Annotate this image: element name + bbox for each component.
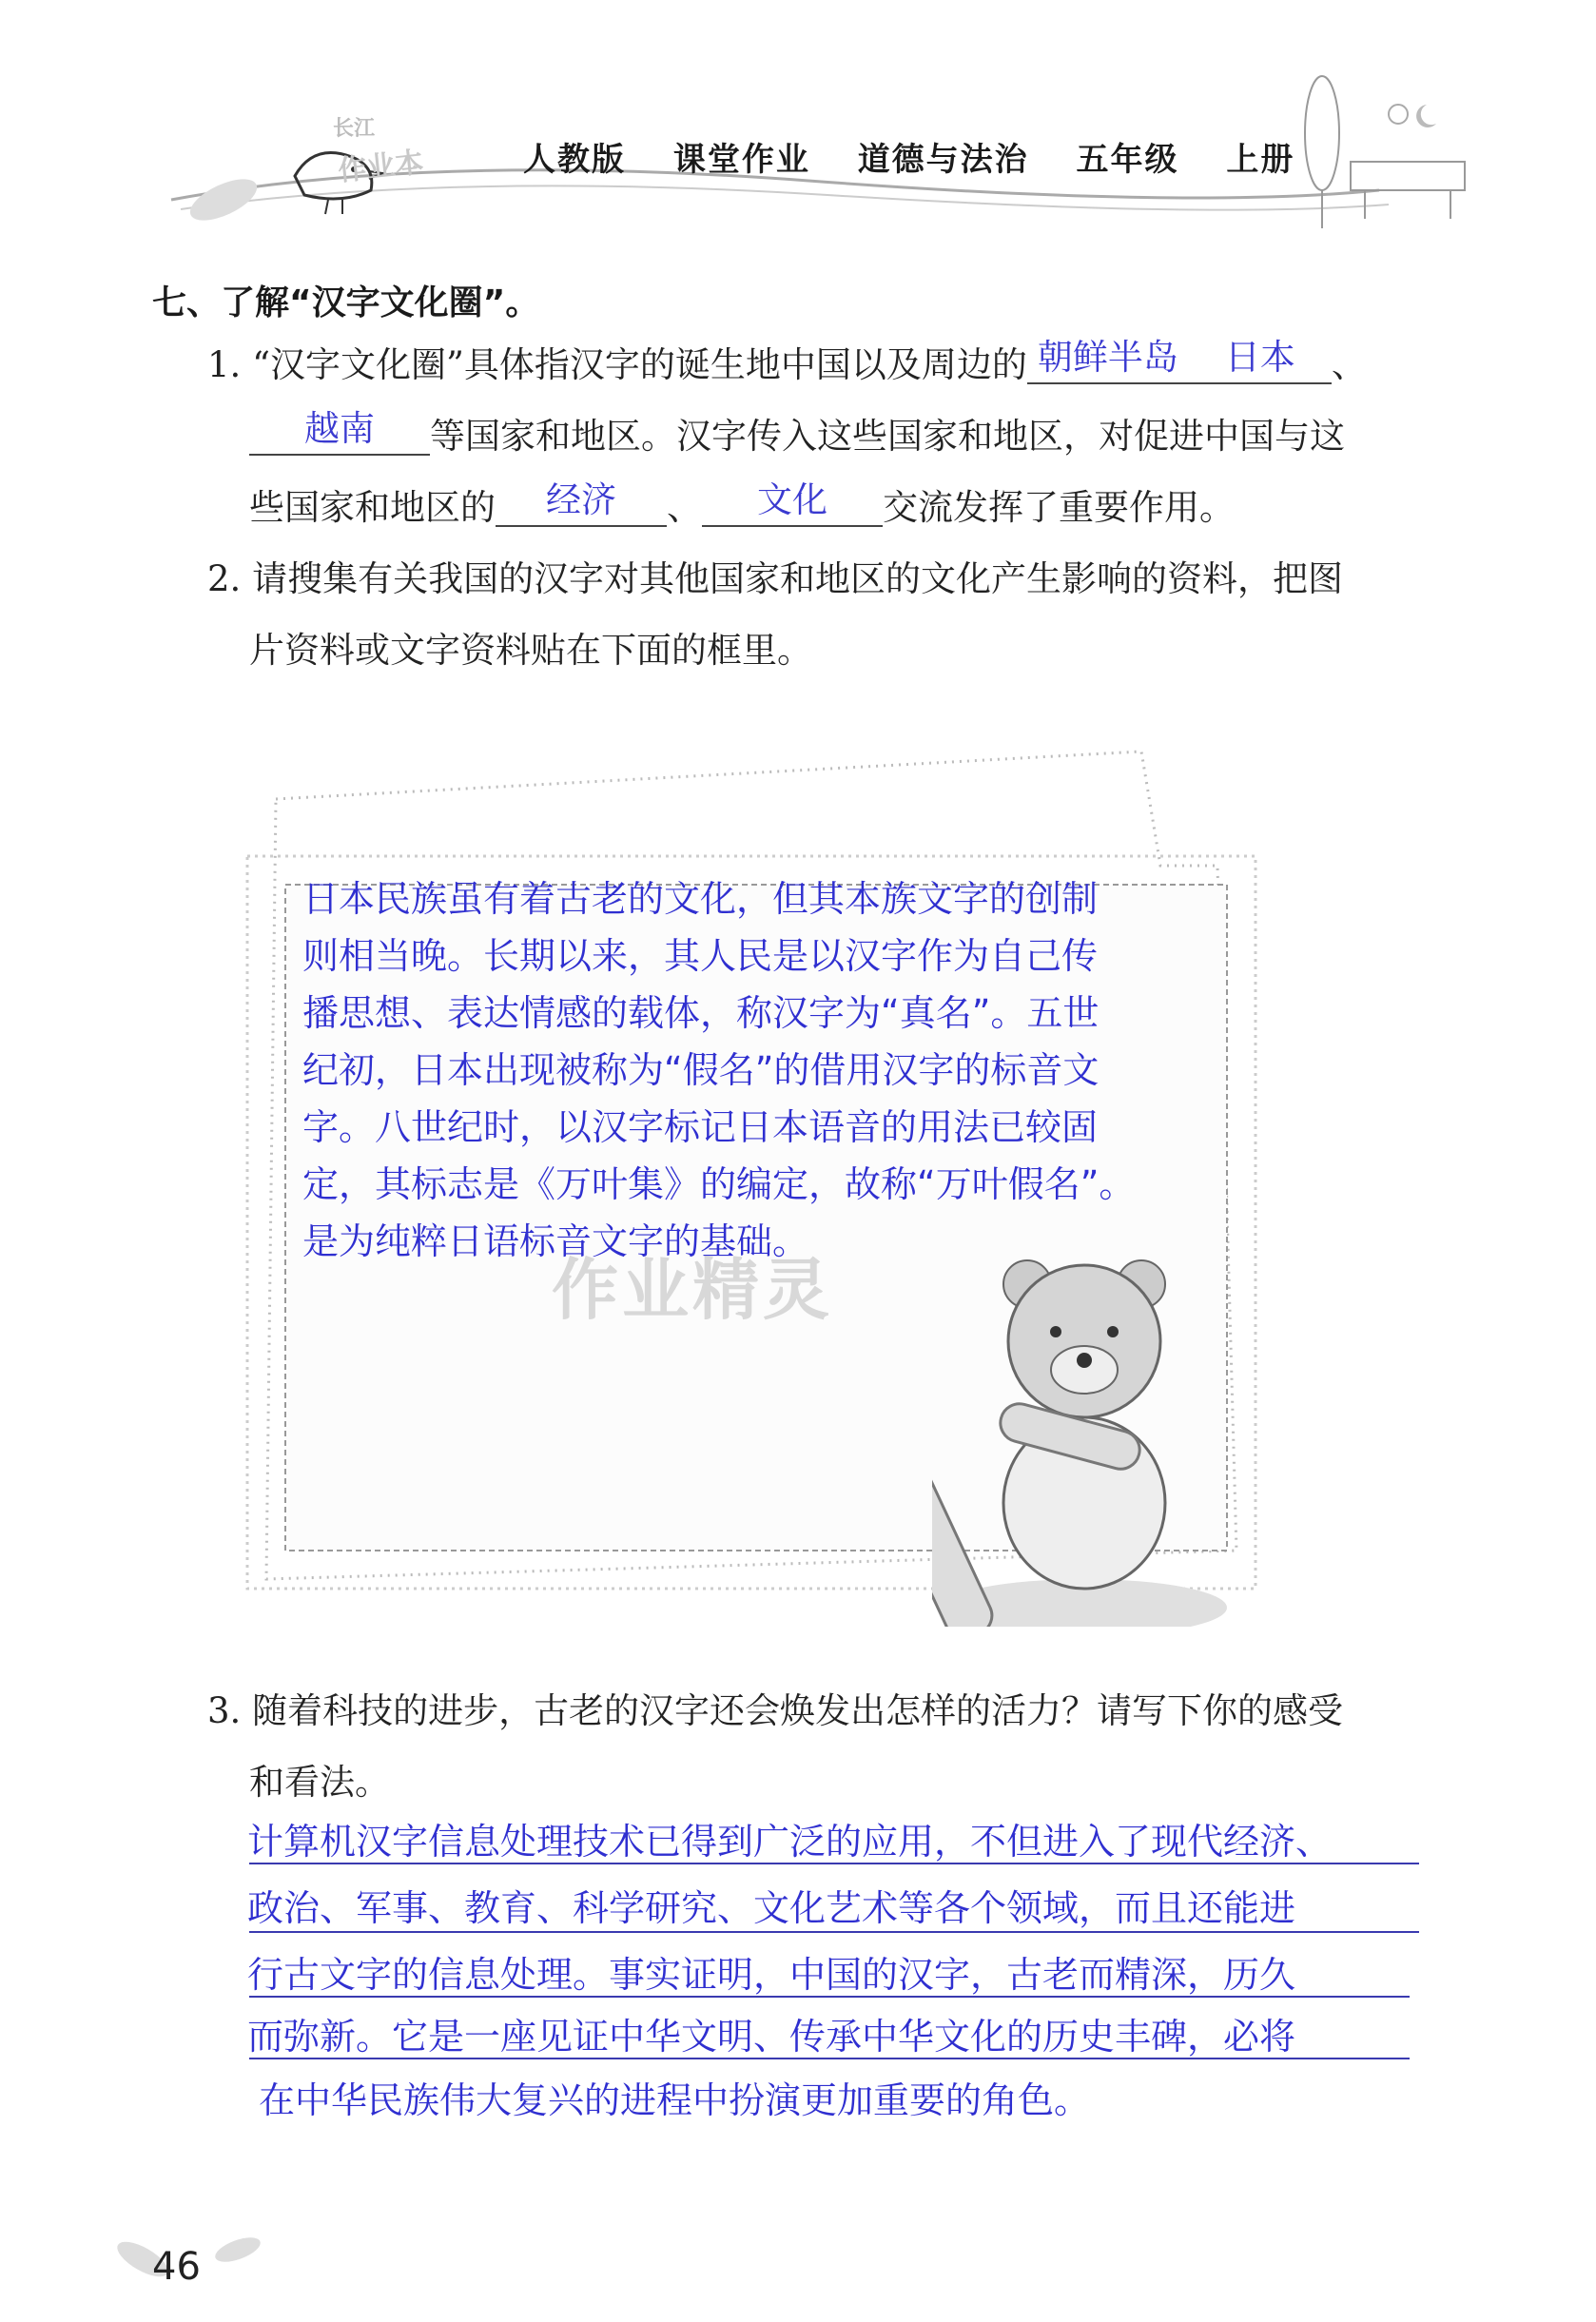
answer-blank (702, 479, 883, 527)
q1-text: 1. “汉字文化圈”具体指汉字的诞生地中国以及周边的 (207, 344, 1027, 385)
q2-line1: 2. 请搜集有关我国的汉字对其他国家和地区的文化产生影响的资料，把图 (207, 558, 1344, 599)
page-header (143, 67, 1474, 247)
answer-text: 日本 (1224, 337, 1295, 378)
watermark: 作业精灵 (552, 1251, 833, 1329)
frame-line: 则相当晚。长期以来，其人民是以汉字作为自己传 (302, 935, 1099, 977)
bear-icon (932, 1227, 1255, 1627)
q1-line2 (249, 408, 1345, 457)
frame-line: 纪初，日本出现被称为“假名”的借用汉字的标音文 (302, 1049, 1100, 1091)
q1-text: 些国家和地区的 (249, 487, 496, 528)
frame-line: 定，其标志是《万叶集》的编定，故称“万叶假名”。 (302, 1163, 1136, 1205)
frame-line: 播思想、表达情感的载体，称汉字为“真名”。五世 (302, 992, 1100, 1034)
answer-blank (249, 408, 430, 456)
answer-rule (249, 1863, 1419, 1864)
book-info (523, 133, 1329, 180)
separator: 、 (667, 487, 702, 528)
answer-line: 行古文字的信息处理。事实证明，中国的汉字，古老而精深，历久 (247, 1954, 1296, 1996)
answer-line: 而弥新。它是一座见证中华文明、传承中华文化的历史丰碑，必将 (247, 2016, 1296, 2058)
q2-line2: 片资料或文字资料贴在下面的框里。 (249, 630, 812, 671)
book-type: 课堂作业 (672, 141, 810, 179)
brand-small: 长江 (333, 117, 376, 141)
frame-line: 字。八世纪时，以汉字标记日本语音的用法已较固 (302, 1106, 1099, 1148)
answer-blank (1027, 337, 1189, 384)
answer-text: 经济 (546, 479, 616, 520)
answer-blank (1189, 337, 1332, 384)
frame-line: 是为纯粹日语标音文字的基础。 (302, 1220, 809, 1262)
answer-text: 朝鲜半岛 (1037, 337, 1178, 378)
brand-logo: 作业本 (336, 146, 425, 188)
answer-line: 在中华民族伟大复兴的进程中扮演更加重要的角色。 (259, 2079, 1091, 2121)
q1-line3 (249, 479, 1235, 528)
q1-line1 (207, 337, 1367, 385)
q3-line2: 和看法。 (249, 1762, 390, 1803)
answer-line: 计算机汉字信息处理技术已得到广泛的应用，不但进入了现代经济、 (247, 1821, 1333, 1863)
answer-text: 文化 (757, 479, 827, 520)
volume: 上册 (1226, 141, 1295, 179)
answer-text: 越南 (304, 408, 375, 449)
page-number: 46 (152, 2245, 201, 2289)
answer-line: 政治、军事、教育、科学研究、文化艺术等各个领域，而且还能进 (247, 1887, 1296, 1929)
frame-answer-text (302, 870, 1235, 1270)
edition: 人教版 (523, 141, 626, 179)
separator: 、 (1331, 344, 1367, 385)
q3-line1: 3. 随着科技的进步，古老的汉字还会焕发出怎样的活力？请写下你的感受 (207, 1690, 1344, 1731)
frame-line: 日本民族虽有着古老的文化，但其本族文字的创制 (302, 878, 1099, 920)
q1-text: 交流发挥了重要作用。 (883, 487, 1235, 528)
subject: 道德与法治 (857, 141, 1029, 179)
answer-rule (249, 2058, 1410, 2059)
answer-blank (496, 479, 667, 527)
answer-rule (249, 1996, 1410, 1998)
grade: 五年级 (1076, 141, 1179, 179)
section-title: 七、了解“汉字文化圈”。 (152, 283, 540, 322)
answer-rule (249, 1931, 1419, 1933)
q1-text: 等国家和地区。汉字传入这些国家和地区，对促进中国与这 (430, 416, 1345, 457)
